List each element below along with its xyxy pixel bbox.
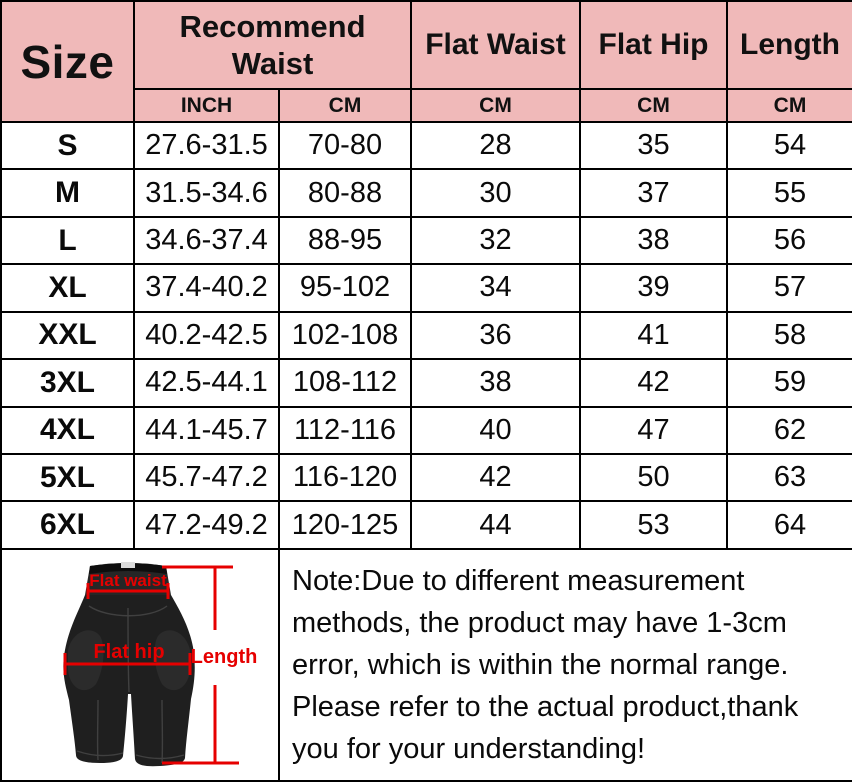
table-row-m: [1, 169, 852, 216]
flat-waist-cell: 30: [411, 169, 580, 216]
inch-cell: 44.1-45.7: [134, 407, 279, 454]
length-cell: 58: [727, 312, 852, 359]
cm-cell: 102-108: [279, 312, 411, 359]
flat-hip-cell: 41: [580, 312, 727, 359]
table-row-3xl: [1, 359, 852, 406]
inch-cell: 47.2-49.2: [134, 501, 279, 548]
table-row-4xl: [1, 407, 852, 454]
flat-hip-cell: 42: [580, 359, 727, 406]
unit-cm-flat-waist: CM: [411, 89, 580, 122]
size-cell: XL: [1, 264, 134, 311]
length-cell: 64: [727, 501, 852, 548]
product-diagram-cell: [1, 549, 279, 781]
note-text: Note:Due to different measurement methods, the product may have 1-3cm error, which is within the normal range. Please refer to the actual product,thank you for your understanding!: [292, 564, 799, 765]
inch-cell: 31.5-34.6: [134, 169, 279, 216]
flat-waist-cell: 38: [411, 359, 580, 406]
flat-waist-cell: 40: [411, 407, 580, 454]
length-cell: 63: [727, 454, 852, 501]
header-flat-hip: Flat Hip: [580, 1, 727, 89]
flat-waist-cell: 44: [411, 501, 580, 548]
unit-inch: INCH: [134, 89, 279, 122]
shapewear-shorts-illustration: [2, 550, 278, 776]
size-cell: 5XL: [1, 454, 134, 501]
flat-hip-cell: 47: [580, 407, 727, 454]
size-cell: L: [1, 217, 134, 264]
length-label: Length: [190, 645, 258, 668]
inch-cell: 34.6-37.4: [134, 217, 279, 264]
flat-hip-cell: 53: [580, 501, 727, 548]
length-cell: 59: [727, 359, 852, 406]
flat-waist-cell: 36: [411, 312, 580, 359]
flat-waist-cell: 42: [411, 454, 580, 501]
flat-waist-cell: 28: [411, 122, 580, 169]
inch-cell: 45.7-47.2: [134, 454, 279, 501]
table-row-s: [1, 122, 852, 169]
flat-hip-cell: 38: [580, 217, 727, 264]
cm-cell: 88-95: [279, 217, 411, 264]
table-row-xxl: [1, 312, 852, 359]
inch-cell: 37.4-40.2: [134, 264, 279, 311]
size-cell: S: [1, 122, 134, 169]
length-cell: 55: [727, 169, 852, 216]
header-length: Length: [727, 1, 852, 89]
flat-waist-cell: 32: [411, 217, 580, 264]
flat-waist-label: Flat waist: [89, 570, 167, 590]
table-row-l: [1, 217, 852, 264]
inch-cell: 27.6-31.5: [134, 122, 279, 169]
table-row-6xl: [1, 501, 852, 548]
length-cell: 54: [727, 122, 852, 169]
header-recommend-waist: Recommend Waist: [134, 1, 411, 89]
flat-hip-cell: 35: [580, 122, 727, 169]
size-cell: 6XL: [1, 501, 134, 548]
length-cell: 62: [727, 407, 852, 454]
waistband-tag: [121, 562, 135, 568]
length-cell: 57: [727, 264, 852, 311]
length-cell: 56: [727, 217, 852, 264]
header-flat-waist: Flat Waist: [411, 1, 580, 89]
cm-cell: 112-116: [279, 407, 411, 454]
size-cell: 3XL: [1, 359, 134, 406]
flat-hip-cell: 50: [580, 454, 727, 501]
note-cell: [279, 549, 852, 781]
flat-hip-cell: 39: [580, 264, 727, 311]
cm-cell: 70-80: [279, 122, 411, 169]
cm-cell: 108-112: [279, 359, 411, 406]
cm-cell: 116-120: [279, 454, 411, 501]
cm-cell: 95-102: [279, 264, 411, 311]
flat-waist-cell: 34: [411, 264, 580, 311]
size-cell: M: [1, 169, 134, 216]
unit-cm-length: CM: [727, 89, 852, 122]
unit-cm-flat-hip: CM: [580, 89, 727, 122]
header-size: Size: [1, 1, 134, 122]
flat-hip-cell: 37: [580, 169, 727, 216]
size-cell: 4XL: [1, 407, 134, 454]
cm-cell: 80-88: [279, 169, 411, 216]
flat-hip-label: Flat hip: [93, 640, 165, 663]
size-cell: XXL: [1, 312, 134, 359]
table-row-5xl: [1, 454, 852, 501]
cm-cell: 120-125: [279, 501, 411, 548]
table-row-xl: [1, 264, 852, 311]
inch-cell: 40.2-42.5: [134, 312, 279, 359]
inch-cell: 42.5-44.1: [134, 359, 279, 406]
unit-cm-waist: CM: [279, 89, 411, 122]
